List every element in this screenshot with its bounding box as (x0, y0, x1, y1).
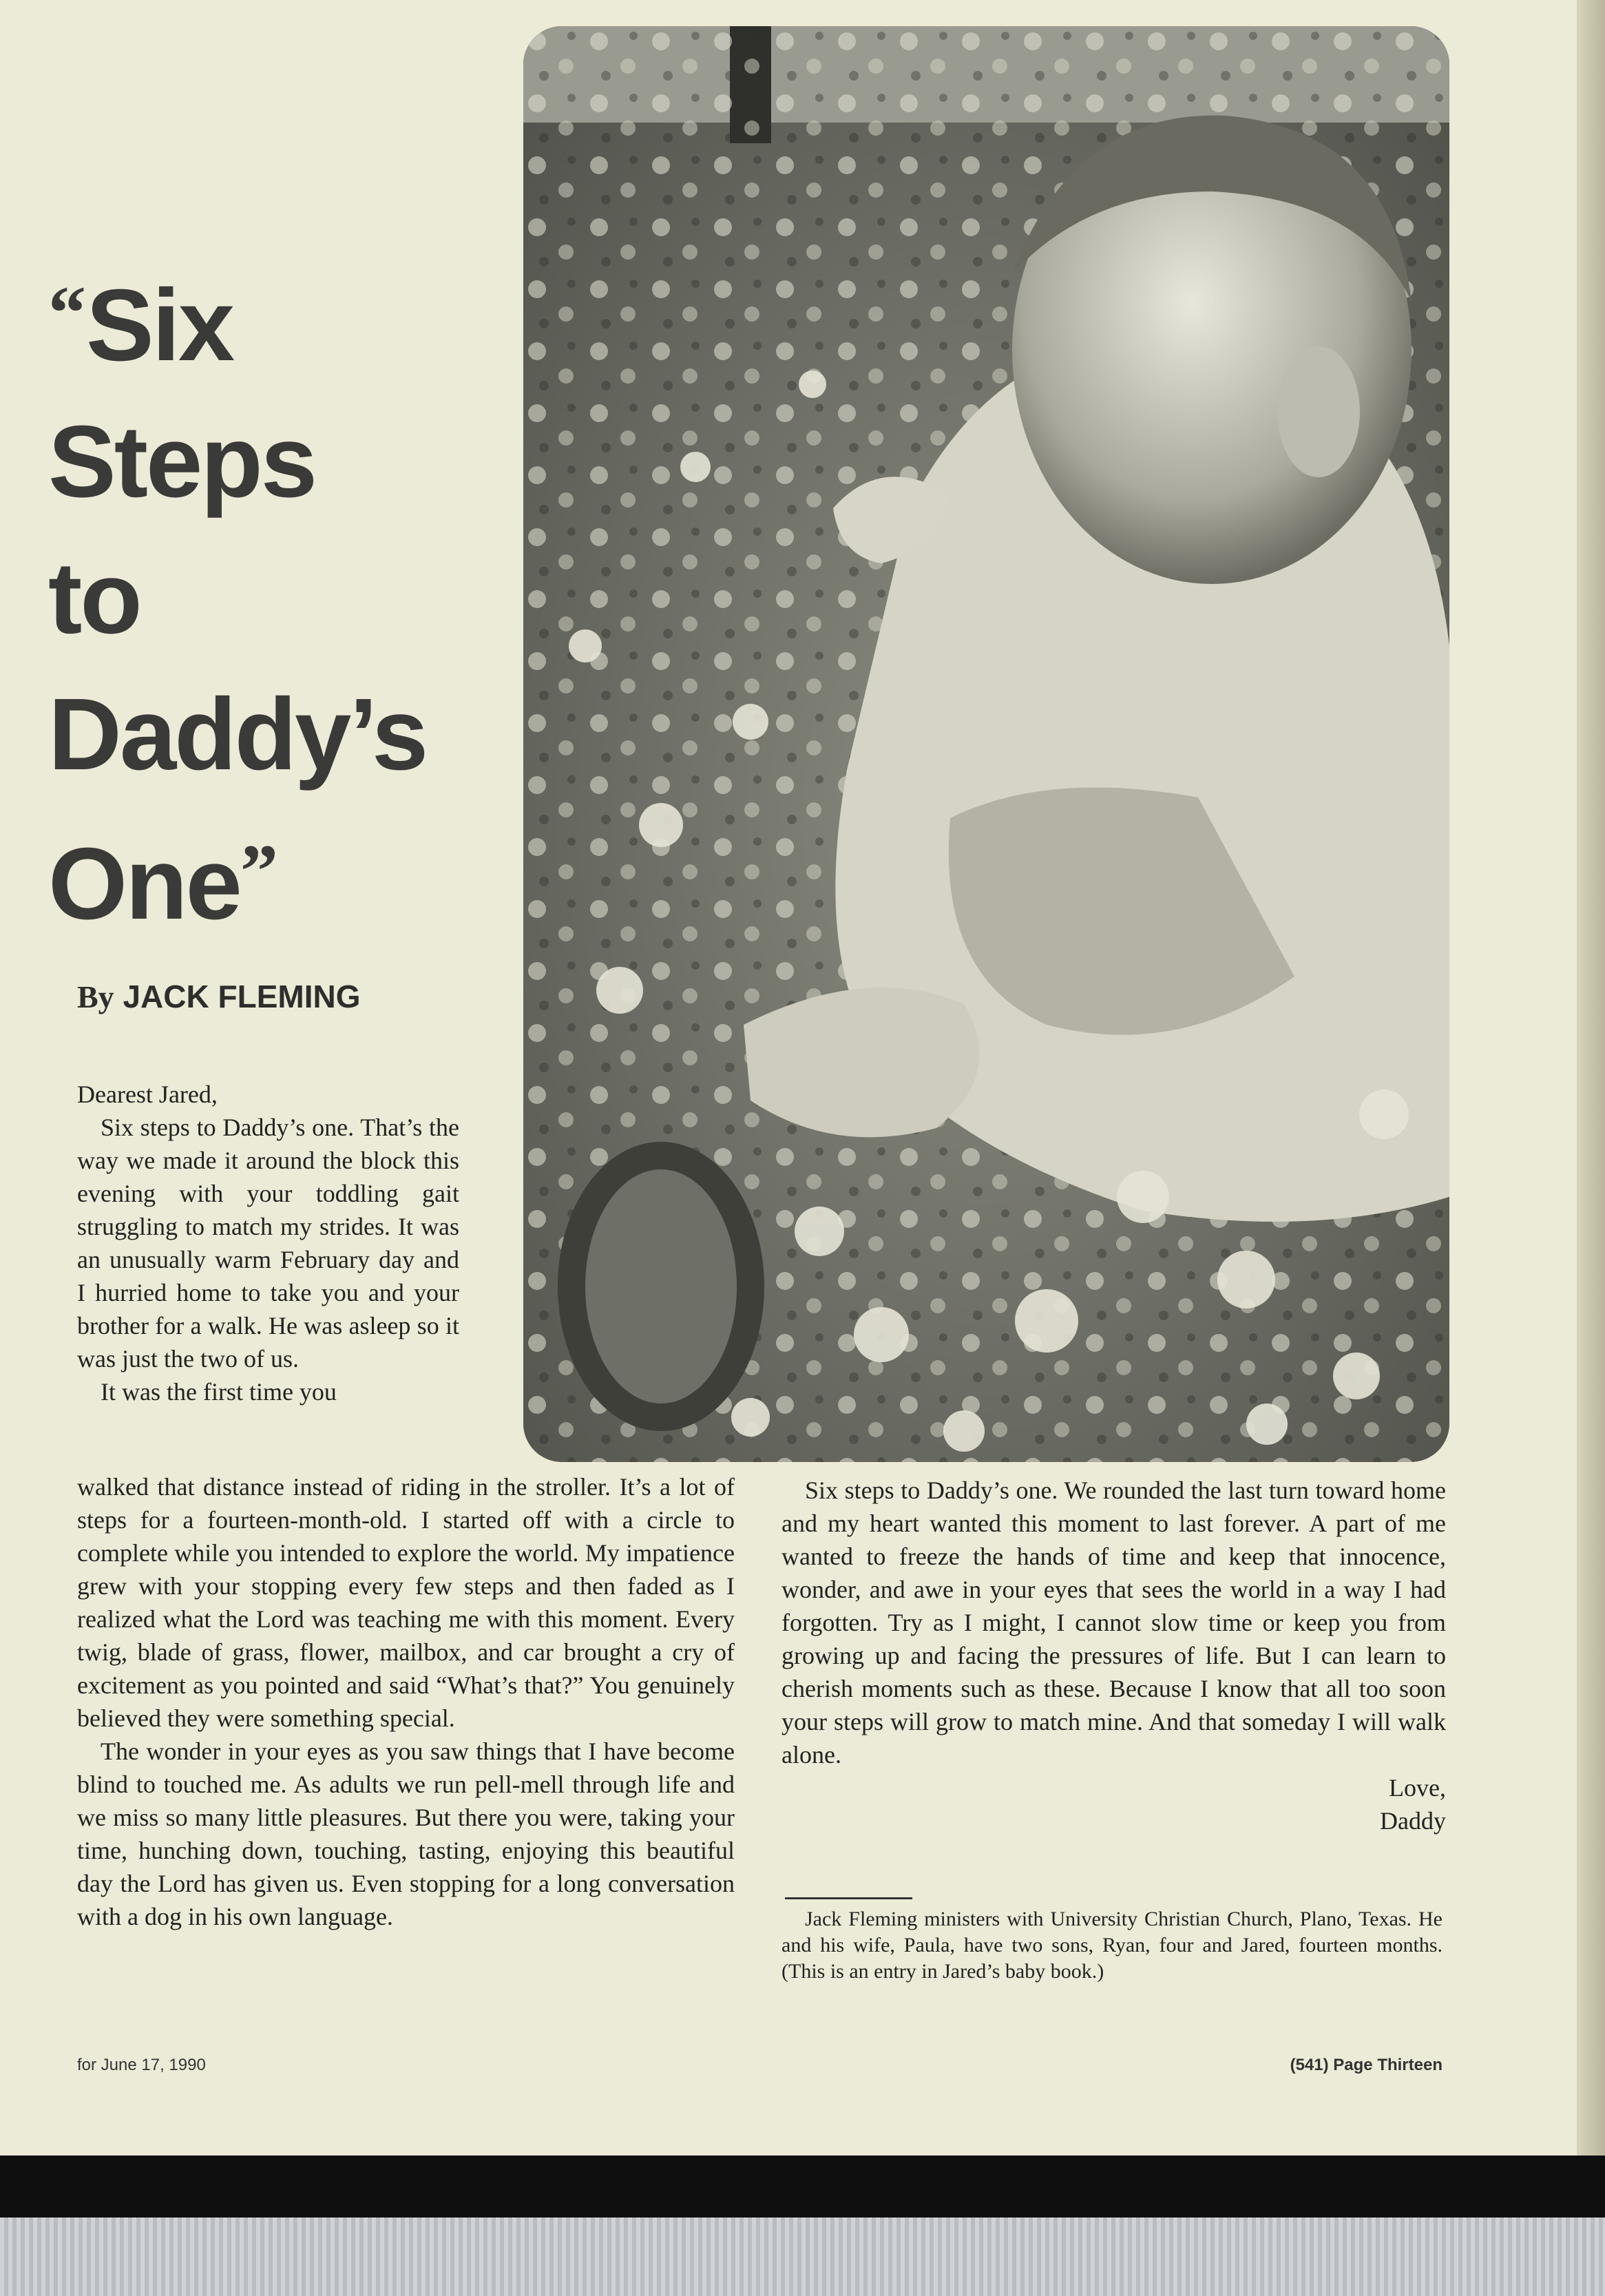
title-open-quote: “ (48, 271, 86, 355)
byline-author: JACK FLEMING (123, 979, 361, 1014)
letter-paragraph-2-start: It was the first time you (101, 1378, 337, 1406)
letter-paragraph-4: Six steps to Daddy’s one. We rounded the last turn toward home and my heart wanted this moment to last forever. A part of me wanted to freeze the hands of time and keep that innocence, wonder, and awe in your eyes that sees the world in a way I had forgotten. Try as I might, I cannot slow time or keep you from growing up and facing the pressures of life. But I can learn to cherish moments such as these. Because I know that all too soon your steps will grow to match mine. And that someday I will walk alone. (781, 1476, 1446, 1768)
title-line-4: Daddy’s (48, 678, 427, 791)
title-line-3: to (48, 541, 140, 655)
letter-closing-signature: Daddy (1380, 1807, 1446, 1835)
letter-closing-love: Love, (1389, 1774, 1446, 1802)
letter-column-left-bottom (77, 1470, 735, 1933)
title-word-5: One (48, 827, 240, 941)
scan-background (0, 2156, 1605, 2296)
page-edge (1577, 0, 1605, 2156)
footer-issue-date: for June 17, 1990 (77, 2056, 206, 2074)
title-close-quote: ” (240, 829, 278, 913)
author-note: Jack Fleming ministers with University Christian Church, Plano, Texas. He and his wife, Paula, have two sons, Ryan, four and Jared, fourteen months. (This is an entry in Jared’s baby book.) (781, 1908, 1443, 1983)
toddler-photo (523, 26, 1449, 1462)
footer-page-number: (541) Page Thirteen (1290, 2056, 1443, 2074)
byline (77, 978, 360, 1015)
title-line-5 (48, 803, 523, 952)
letter-paragraph-1: Six steps to Daddy’s one. That’s the way we made it around the block this evening with your toddling gait struggling to match my strides. It was an unusually warm February day and I hurried home to take you and your brother for a walk. He was asleep so it was just the two of us. (77, 1114, 459, 1373)
scan-background-fabric (0, 2217, 1605, 2296)
letter-column-left-top (77, 1078, 459, 1408)
title-line-2: Steps (48, 405, 316, 519)
letter-column-right (781, 1474, 1446, 1837)
letter-paragraph-2-rest: walked that distance instead of riding in the stroller. It’s a lot of steps for a fourteen-month-old. I started off with a circle to complete while you intended to explore the world. My impatience grew with your stopping every few steps and then faded as I realized what the Lord was teaching me with this moment. Every twig, blade of grass, flower, mailbox, and car brought a cry of excitement as you pointed and said “What’s that?” You genuinely believed they were something special. (77, 1473, 735, 1732)
byline-prefix: By (77, 979, 114, 1014)
article-title (48, 244, 523, 952)
letter-salutation: Dearest Jared, (77, 1081, 218, 1108)
title-word-1: Six (86, 269, 233, 382)
photo-of-toddler-in-clover-icon (523, 26, 1449, 1462)
title-line-1 (48, 244, 523, 394)
footnote-divider (785, 1897, 912, 1899)
letter-paragraph-3: The wonder in your eyes as you saw things that I have become blind to touched me. As adults we run pell-mell through life and we miss so many little pleasures. But there you were, taking your time, hunching down, touching, tasting, enjoying this beautiful day the Lord has given us. Even stopping for a long conversation with a dog in his own language. (77, 1737, 735, 1930)
